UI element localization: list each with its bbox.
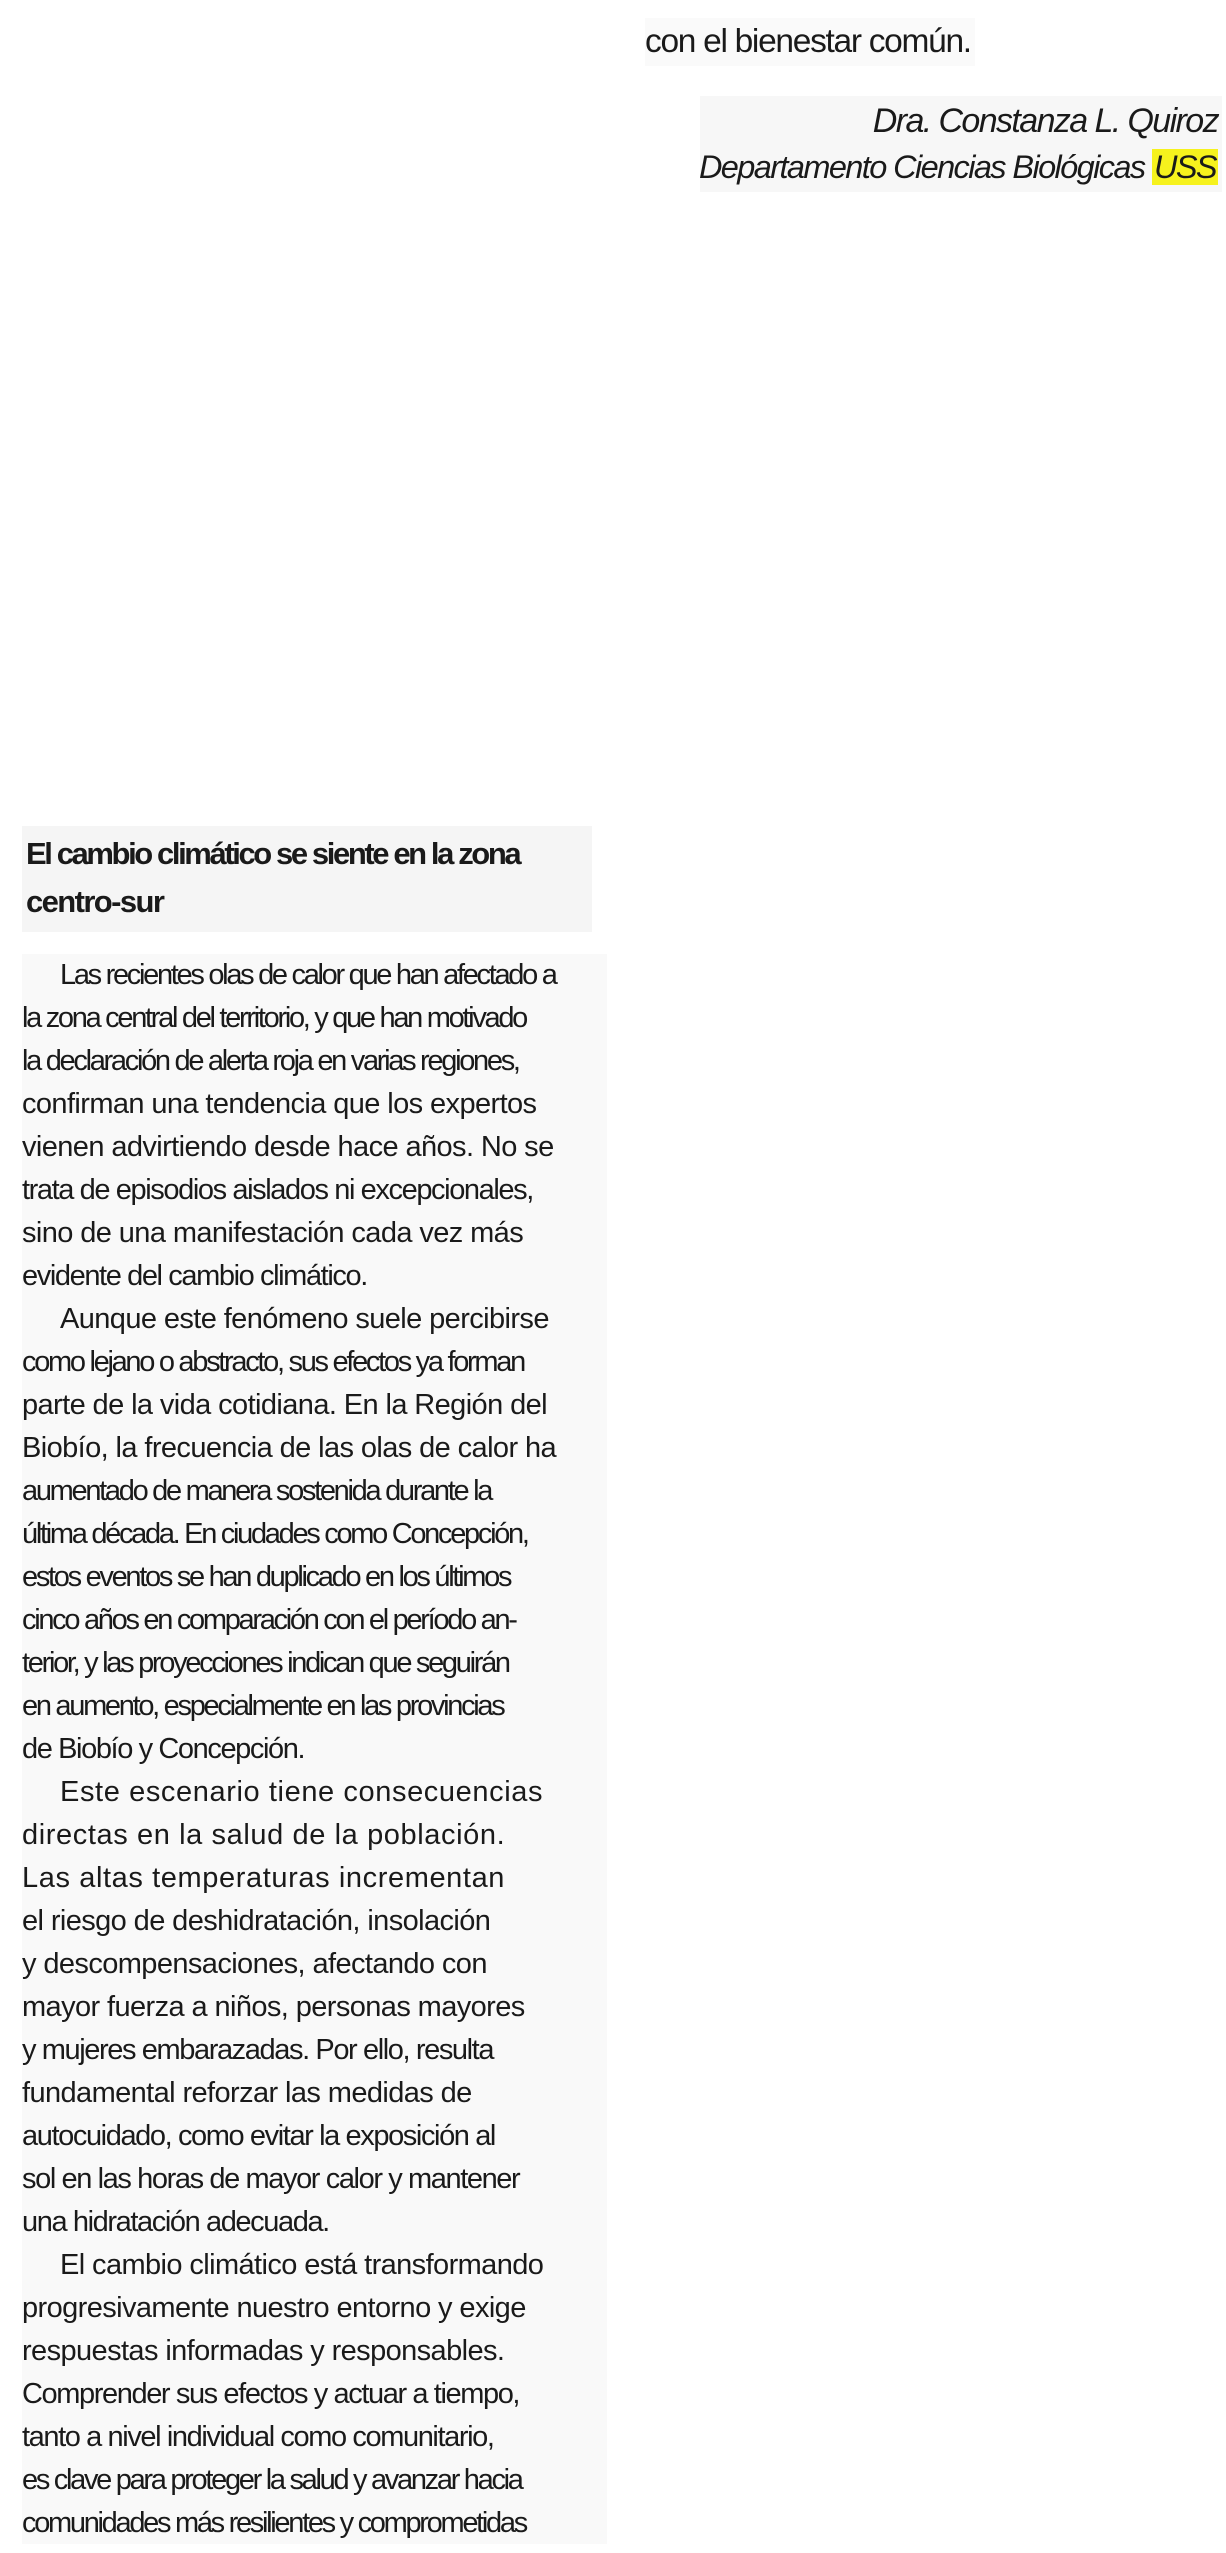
text-line: Las altas temperaturas incrementan: [22, 1862, 506, 1894]
text-line: sino de una manifestación cada vez más: [22, 1217, 524, 1249]
text-line: Biobío, la frecuencia de las olas de calor ha: [22, 1432, 557, 1464]
text-line: una hidratación adecuada.: [22, 2206, 329, 2238]
paragraph-4: [22, 2244, 607, 2544]
author-affiliation: [699, 144, 1218, 190]
text-line: trata de episodios aislados ni excepcionales,: [22, 1174, 533, 1206]
text-line: directas en la salud de la población.: [22, 1819, 506, 1851]
text-line: es clave para proteger la salud y avanzar hacia: [22, 2464, 522, 2496]
paragraph-1: [22, 954, 607, 1298]
text-line: mayor fuerza a niños, personas mayores: [22, 1991, 525, 2023]
previous-article-last-line: con el bienestar común.: [645, 18, 975, 66]
article-body: [22, 954, 607, 2544]
text-line: aumentado de manera sostenida durante la: [22, 1475, 492, 1507]
text-line: parte de la vida cotidiana. En la Región del: [22, 1389, 547, 1421]
text-line: El cambio climático está transformando: [60, 2249, 544, 2281]
text-line: Este escenario tiene consecuencias: [60, 1776, 544, 1808]
text-line: tanto a nivel individual como comunitario,: [22, 2421, 494, 2453]
text-line: de Biobío y Concepción.: [22, 1733, 305, 1765]
text-line: terior, y las proyecciones indican que seguirán: [22, 1647, 509, 1679]
text-line: vienen advirtiendo desde hace años. No se: [22, 1131, 554, 1163]
institution-highlight: USS: [1153, 149, 1216, 185]
text-line: evidente del cambio climático.: [22, 1260, 367, 1292]
paragraph-2: [22, 1298, 607, 1771]
text-line: cinco años en comparación con el período an-: [22, 1604, 516, 1636]
text-line: la declaración de alerta roja en varias regiones,: [22, 1045, 519, 1077]
text-line: en aumento, especialmente en las provincias: [22, 1690, 504, 1722]
text-line: Aunque este fenómeno suele percibirse: [60, 1303, 549, 1335]
text-line: confirman una tendencia que los expertos: [22, 1088, 537, 1120]
text-line: fundamental reforzar las medidas de: [22, 2077, 472, 2109]
headline-line: centro-sur: [26, 884, 164, 919]
text-line: autocuidado, como evitar la exposición al: [22, 2120, 495, 2152]
text-line: estos eventos se han duplicado en los últimos: [22, 1561, 511, 1593]
headline-line: El cambio climático se siente en la zona: [26, 836, 520, 871]
author-name: Dra. Constanza L. Quiroz: [872, 102, 1218, 140]
paragraph-3: [22, 1771, 607, 2244]
text-line: progresivamente nuestro entorno y exige: [22, 2292, 526, 2324]
text-line: la zona central del territorio, y que han motivado: [22, 1002, 527, 1034]
text-line: Las recientes olas de calor que han afectado a: [60, 959, 556, 991]
author-department: Departamento Ciencias Biológicas: [698, 149, 1145, 185]
text-line: sol en las horas de mayor calor y mantener: [22, 2163, 520, 2195]
text-line: Comprender sus efectos y actuar a tiempo,: [22, 2378, 520, 2410]
text-line: respuestas informadas y responsables.: [22, 2335, 505, 2367]
text-line: última década. En ciudades como Concepción,: [22, 1518, 528, 1550]
text-line: como lejano o abstracto, sus efectos ya forman: [22, 1346, 524, 1378]
author-signature: [700, 96, 1222, 192]
text-line: comunidades más resilientes y comprometidas: [22, 2507, 526, 2539]
article-headline: [22, 826, 592, 932]
text-line: y descompensaciones, afectando con: [22, 1948, 487, 1980]
text-line: y mujeres embarazadas. Por ello, resulta: [22, 2034, 494, 2066]
text-line: el riesgo de deshidratación, insolación: [22, 1905, 491, 1937]
